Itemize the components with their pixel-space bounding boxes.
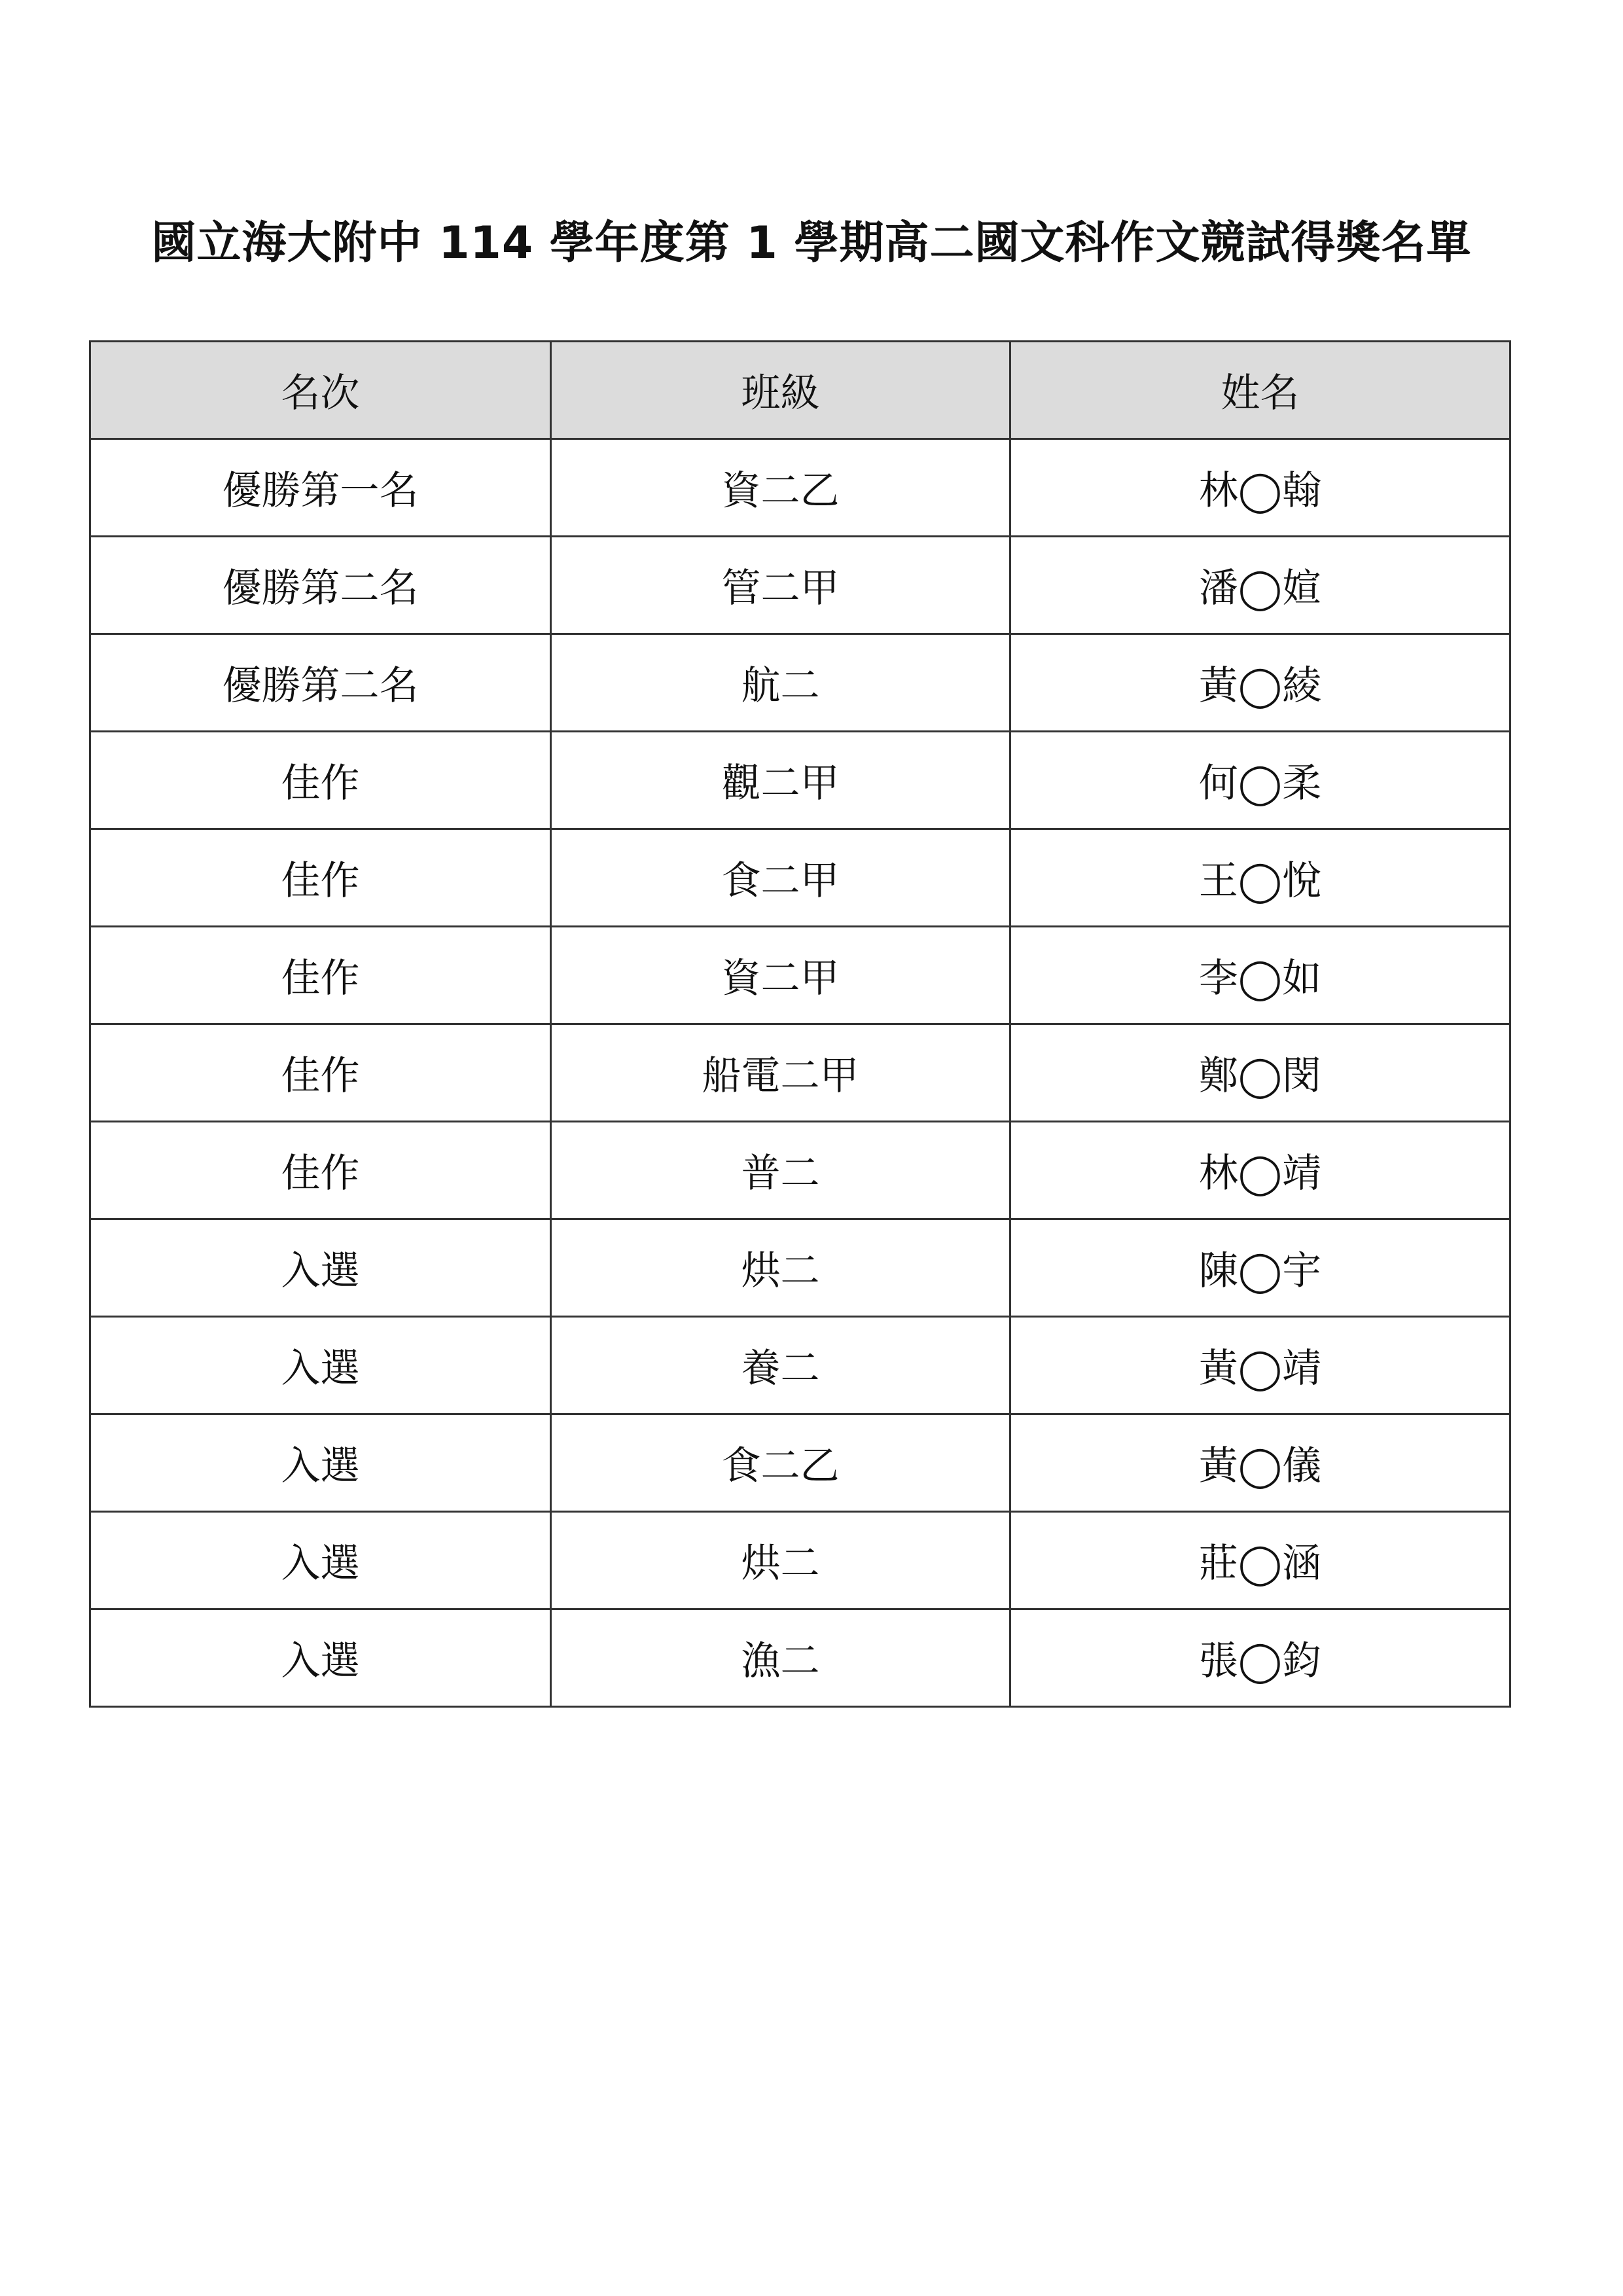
cell-rank: 入選 bbox=[90, 1512, 551, 1609]
cell-class: 烘二 bbox=[551, 1219, 1010, 1317]
table-row bbox=[90, 537, 1510, 634]
page-title: 國立海大附中 114 學年度第 1 學期高二國文科作文競試得獎名單 bbox=[151, 217, 1472, 269]
table-row bbox=[90, 1024, 1510, 1122]
cell-name: 黃◯綾 bbox=[1010, 634, 1510, 732]
table-row bbox=[90, 829, 1510, 927]
cell-rank: 優勝第二名 bbox=[90, 634, 551, 732]
cell-name: 黃◯儀 bbox=[1010, 1414, 1510, 1512]
cell-name: 林◯靖 bbox=[1010, 1122, 1510, 1219]
cell-name: 王◯悅 bbox=[1010, 829, 1510, 927]
cell-rank: 佳作 bbox=[90, 829, 551, 927]
table-row bbox=[90, 1609, 1510, 1707]
cell-name: 張◯鈞 bbox=[1010, 1609, 1510, 1707]
cell-name: 何◯柔 bbox=[1010, 732, 1510, 829]
cell-name: 陳◯宇 bbox=[1010, 1219, 1510, 1317]
cell-class: 資二乙 bbox=[551, 439, 1010, 537]
header-rank: 名次 bbox=[90, 342, 551, 439]
table-row bbox=[90, 1122, 1510, 1219]
cell-rank: 優勝第一名 bbox=[90, 439, 551, 537]
cell-class: 航二 bbox=[551, 634, 1010, 732]
cell-rank: 優勝第二名 bbox=[90, 537, 551, 634]
cell-rank: 入選 bbox=[90, 1609, 551, 1707]
table-header-row bbox=[90, 342, 1510, 439]
cell-rank: 佳作 bbox=[90, 1122, 551, 1219]
table-row bbox=[90, 634, 1510, 732]
table-row bbox=[90, 1219, 1510, 1317]
table-row bbox=[90, 1512, 1510, 1609]
header-class: 班級 bbox=[551, 342, 1010, 439]
header-name: 姓名 bbox=[1010, 342, 1510, 439]
cell-class: 食二甲 bbox=[551, 829, 1010, 927]
award-list-table bbox=[89, 340, 1511, 1708]
table-row bbox=[90, 439, 1510, 537]
cell-class: 船電二甲 bbox=[551, 1024, 1010, 1122]
cell-name: 潘◯媗 bbox=[1010, 537, 1510, 634]
cell-class: 管二甲 bbox=[551, 537, 1010, 634]
cell-rank: 入選 bbox=[90, 1317, 551, 1414]
table-row bbox=[90, 927, 1510, 1024]
cell-name: 林◯翰 bbox=[1010, 439, 1510, 537]
cell-name: 李◯如 bbox=[1010, 927, 1510, 1024]
table-row bbox=[90, 1317, 1510, 1414]
cell-name: 莊◯涵 bbox=[1010, 1512, 1510, 1609]
cell-class: 資二甲 bbox=[551, 927, 1010, 1024]
cell-class: 普二 bbox=[551, 1122, 1010, 1219]
cell-name: 黃◯靖 bbox=[1010, 1317, 1510, 1414]
cell-class: 漁二 bbox=[551, 1609, 1010, 1707]
table-row bbox=[90, 1414, 1510, 1512]
cell-class: 烘二 bbox=[551, 1512, 1010, 1609]
cell-rank: 入選 bbox=[90, 1414, 551, 1512]
cell-class: 食二乙 bbox=[551, 1414, 1010, 1512]
cell-class: 觀二甲 bbox=[551, 732, 1010, 829]
cell-name: 鄭◯閔 bbox=[1010, 1024, 1510, 1122]
cell-rank: 佳作 bbox=[90, 732, 551, 829]
cell-rank: 佳作 bbox=[90, 927, 551, 1024]
cell-rank: 入選 bbox=[90, 1219, 551, 1317]
cell-rank: 佳作 bbox=[90, 1024, 551, 1122]
table-row bbox=[90, 732, 1510, 829]
cell-class: 養二 bbox=[551, 1317, 1010, 1414]
